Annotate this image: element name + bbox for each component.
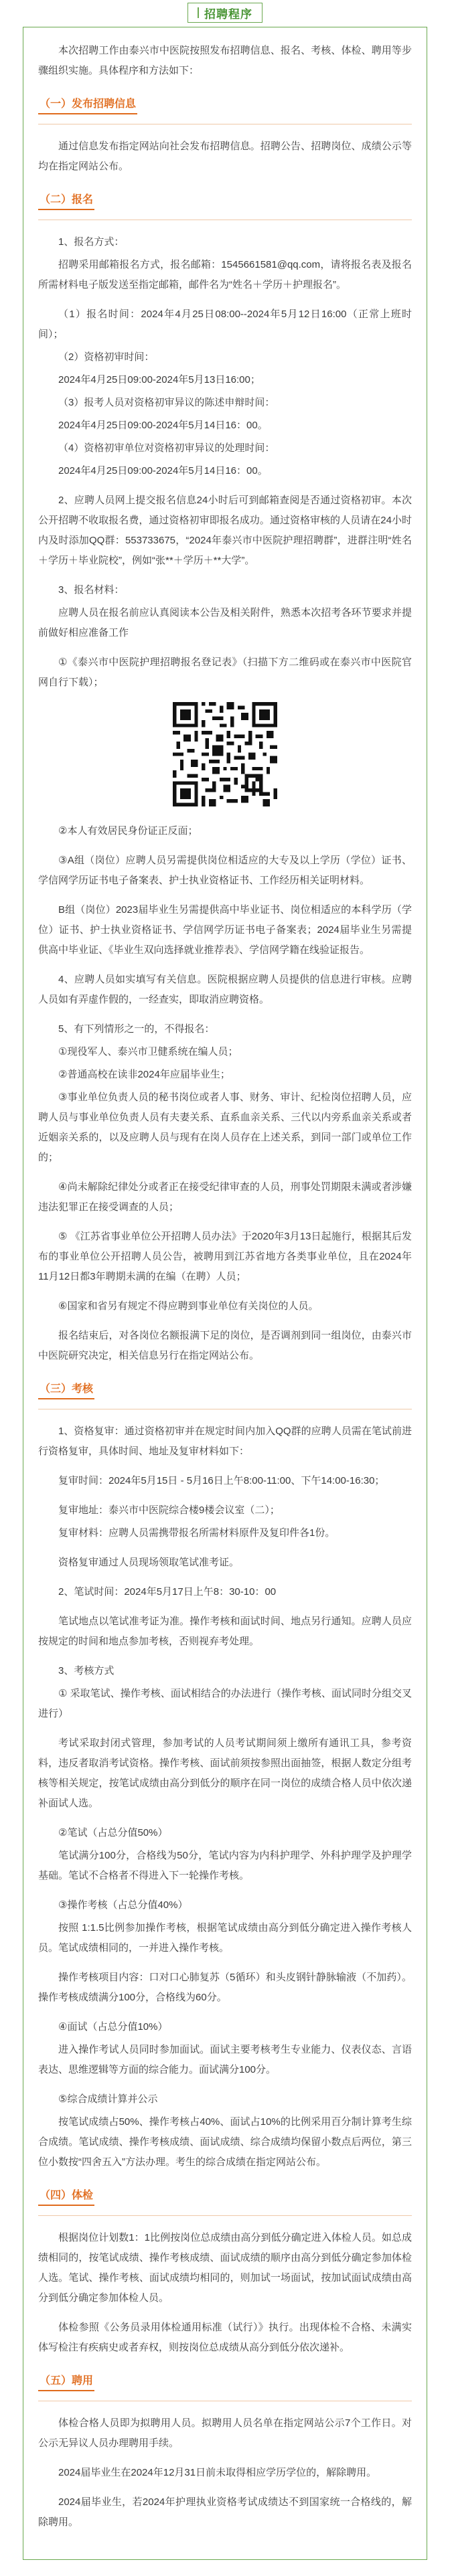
- section-title-3: （三）考核: [38, 1381, 94, 1399]
- s2-paragraph: 应聘人员在报名前应认真阅读本公告及相关附件，熟悉本次招考各环节要求并提前做好相应准备工作: [38, 607, 412, 638]
- s2-paragraph: 2、应聘人员网上提交报名信息24小时后可到邮箱查阅是否通过资格初审。本次公开招聘不收取报名费，通过资格初审即报名成功。通过资格审核的人员请在24小时内及时添加QQ群：553733675，“2024年泰兴市中医院护理招聘群”，进群注明“姓名＋学历＋毕业院校”，例如“张**＋学历＋**大学”。: [38, 495, 412, 566]
- s2-paragraph: 1、报名方式：: [58, 236, 125, 248]
- section-title-5: （五）聘用: [38, 2373, 94, 2391]
- s2-paragraph: 2024年4月25日09:00-2024年5月13日16:00；: [58, 374, 260, 385]
- s3-paragraph: 复审时间：2024年5月15日 - 5月16日上午8:00-11:00、下午14:00-16:30；: [58, 1475, 385, 1486]
- s3-paragraph: 资格复审通过人员现场领取笔试准考证。: [58, 1557, 240, 1568]
- s2-paragraph: ①《泰兴市中医院护理招聘报名登记表》（扫描下方二维码或在泰兴市中医院官网自行下载）；: [38, 657, 412, 688]
- s2-paragraph: B组（岗位）2023届毕业生另需提供高中毕业证书、岗位相适应的本科学历（学位）证书、护士执业资格证书、学信网学历证书电子备案表；2024届毕业生另需提供高中毕业证、《毕业生双向选择就业推荐表》、学信网学籍在线验证报告。: [38, 904, 412, 956]
- s4-paragraph: 根据岗位计划数1：1比例按岗位总成绩由高分到低分确定进入体检人员。如总成绩相同的，按笔试成绩、操作考核成绩、面试成绩的顺序由高分到低分确定参加体检人选。笔试、操作考核、面试成绩均相同的，则加试一场面试，按加试面试成绩由高分到低分确定参加体检人员。: [38, 2232, 412, 2304]
- s2-paragraph: ②普通高校在读非2024年应届毕业生；: [58, 1069, 230, 1080]
- title-mark: [198, 7, 199, 18]
- s2-paragraph: （1）报名时间：2024年4月25日08:00--2024年5月12日16:00（正常上班时间）；: [38, 309, 412, 340]
- title-box: [188, 3, 262, 23]
- s2-paragraph: （3）报考人员对资格初审异议的陈述申辩时间：: [58, 397, 275, 408]
- s3-paragraph: ④面试（占总分值10%）: [58, 2021, 168, 2033]
- s2-paragraph: （4）资格初审单位对资格初审异议的处理时间：: [58, 442, 275, 454]
- s2-paragraph: ②本人有效居民身份证正反面；: [58, 825, 198, 837]
- header: [0, 0, 450, 27]
- s3-paragraph: 考试采取封闭式管理，参加考试的人员考试期间须上缴所有通讯工具，参考资料，违反者取消考试资格。操作考核、面试前须按参照出面抽签，根据人数定分组考核等相关规定，按笔试成绩由高分到低分的顺序在同一岗位的成绩合格人员中依次递补面试人选。: [38, 1737, 412, 1809]
- section-title-1: （一）发布招聘信息: [38, 96, 137, 114]
- s3-paragraph: ① 采取笔试、操作考核、面试相结合的办法进行（操作考核、面试同时分组交叉进行）: [38, 1688, 412, 1719]
- s2-paragraph: 2024年4月25日09:00-2024年5月14日16：00。: [58, 420, 268, 431]
- s4-paragraph: 体检参照《公务员录用体检通用标准（试行）》执行。出现体检不合格、未满实体写检注有疾病史或者弃权，则按岗位总成绩从高分到低分依次递补。: [38, 2322, 412, 2353]
- s2-paragraph: ③事业单位负责人员的秘书岗位或者人事、财务、审计、纪检岗位招聘人员，应聘人员与事业单位负责人员有夫妻关系、直系血亲关系、三代以内旁系血亲关系或者近姻亲关系的，以及应聘人员与现有在岗人员存在上述关系，到同一部门或单位工作的；: [38, 1092, 412, 1163]
- s3-paragraph: 按笔试成绩占50%、操作考核占40%、面试占10%的比例采用百分制计算考生综合成绩。笔试成绩、操作考核成绩、面试成绩、综合成绩均保留小数点后两位，第三位小数按“四舍五入”方法办理。考生的综合成绩在指定网站公布。: [38, 2116, 412, 2168]
- page-title: 招聘程序: [204, 7, 252, 21]
- s3-paragraph: 1、资格复审：通过资格初审并在规定时间内加入QQ群的应聘人员需在笔试前进行资格复审，具体时间、地址及复审材料如下：: [38, 1426, 412, 1457]
- s3-paragraph: 按照 1:1.5比例参加操作考核，根据笔试成绩由高分到低分确定进入操作考核人员。笔试成绩相同的，一并进入操作考核。: [38, 1922, 412, 1954]
- s3-paragraph: ③操作考核（占总分值40%）: [58, 1899, 188, 1911]
- s3-paragraph: 复审地址：泰兴市中医院综合楼9楼会议室（二）；: [58, 1505, 280, 1516]
- content-frame: [23, 27, 427, 2560]
- s2-paragraph: ⑤ 《江苏省事业单位公开招聘人员办法》于2020年3月13日起施行，根据其后发布的事业单位公开招聘人员公告，被聘用到江苏省地方各类事业单位，且在2024年11月12日都3年聘期未满的在编（在聘）人员；: [38, 1231, 412, 1282]
- s2-paragraph: ⑥国家和省另有规定不得应聘到事业单位有关岗位的人员。: [58, 1300, 319, 1312]
- qr-code-wrapper: [38, 702, 412, 806]
- intro-paragraph: 本次招聘工作由泰兴市中医院按照发布招聘信息、报名、考核、体检、聘用等步骤组织实施。具体程序和方法如下：: [38, 45, 412, 76]
- section-title-2: （二）报名: [38, 191, 94, 210]
- s5-paragraph: 体检合格人员即为拟聘用人员。拟聘用人员名单在指定网站公示7个工作日。对公示无异议人员办理聘用手续。: [38, 2417, 412, 2449]
- s3-paragraph: 3、考核方式: [58, 1665, 115, 1677]
- s1-paragraph: 通过信息发布指定网站向社会发布招聘信息。招聘公告、招聘岗位、成绩公示等均在指定网站公布。: [38, 141, 412, 172]
- s2-paragraph: ①现役军人、泰兴市卫健系统在编人员；: [58, 1046, 238, 1057]
- s3-paragraph: 笔试满分100分，合格线为50分，笔试内容为内科护理学、外科护理学及护理学基础。笔试不合格者不得进入下一轮操作考核。: [38, 1850, 412, 1881]
- s2-paragraph: （2）资格初审时间：: [58, 351, 155, 363]
- s5-paragraph: 2024届毕业生在2024年12月31日前未取得相应学历学位的，解除聘用。: [58, 2467, 377, 2478]
- s5-paragraph: 2024届毕业生，若2024年护理执业资格考试成绩达不到国家统一合格线的，解除聘用。: [38, 2496, 412, 2528]
- s2-paragraph: 5、有下列情形之一的，不得报名：: [58, 1023, 215, 1035]
- s2-paragraph: 2024年4月25日09:00-2024年5月14日16：00。: [58, 465, 268, 477]
- s3-paragraph: ⑤综合成绩计算并公示: [58, 2093, 158, 2105]
- s2-paragraph: 报名结束后，对各岗位名额报满下足的岗位，是否调剂到同一组岗位，由泰兴市中医院研究决定，相关信息另行在指定网站公布。: [38, 1330, 412, 1361]
- s2-paragraph: 4、应聘人员如实填写有关信息。医院根据应聘人员提供的信息进行审核。应聘人员如有弄虚作假的，一经查实，即取消应聘资格。: [38, 974, 412, 1005]
- s3-paragraph: ②笔试（占总分值50%）: [58, 1827, 168, 1838]
- s2-paragraph: ③A组（岗位）应聘人员另需提供岗位相适应的大专及以上学历（学位）证书、学信网学历证书电子备案表、护士执业资格证书、工作经历相关证明材料。: [38, 855, 412, 886]
- s2-paragraph: 3、报名材料：: [58, 584, 125, 596]
- s3-paragraph: 2、笔试时间：2024年5月17日上午8：30-10：00: [58, 1586, 277, 1598]
- s3-paragraph: 笔试地点以笔试准考证为准。操作考核和面试时间、地点另行通知。应聘人员应按规定的时间和地点参加考核，否则视弃考处理。: [38, 1616, 412, 1647]
- s3-paragraph: 操作考核项目内容：口对口心肺复苏（5循环）和头皮钢针静脉输液（不加药）。操作考核成绩满分100分，合格线为60分。: [38, 1972, 412, 2003]
- s3-paragraph: 进入操作考试人员同时参加面试。面试主要考核考生专业能力、仪表仪态、言语表达、思维逻辑等方面的综合能力。面试满分100分。: [38, 2044, 412, 2075]
- section-title-4: （四）体检: [38, 2187, 94, 2206]
- s3-paragraph: 复审材料：应聘人员需携带报名所需材料原件及复印件各1份。: [58, 1527, 335, 1539]
- qr-code-image[interactable]: [173, 702, 277, 806]
- s2-paragraph: ④尚未解除纪律处分或者正在接受纪律审查的人员，刑事处罚期限未满或者涉嫌违法犯罪正在接受调查的人员；: [38, 1181, 412, 1213]
- s2-paragraph: 招聘采用邮箱报名方式，报名邮箱：1545661581@qq.com，请将报名表及报名所需材料电子版发送至指定邮箱，邮件名为“姓名＋学历＋护理报名”。: [38, 259, 412, 290]
